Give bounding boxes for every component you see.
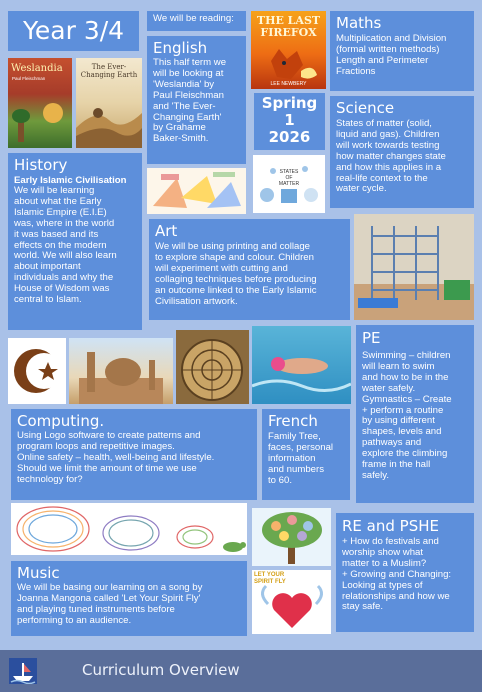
- states-of-matter-image: [253, 155, 325, 213]
- history-line: effects on the modern: [14, 239, 107, 251]
- english-line: Baker-Smith.: [153, 133, 209, 145]
- art-line: an outcome linked to the Early Islamic: [155, 284, 317, 296]
- history-line: about important: [14, 261, 81, 273]
- english-line: This half term we: [153, 57, 227, 68]
- term-year: 2026: [268, 128, 311, 146]
- art-line: We will be using printing and collage: [155, 241, 311, 252]
- pe-box: [356, 325, 474, 503]
- english-line: and 'The Ever-: [153, 100, 216, 112]
- re-pshe-line: Looking at types of: [342, 579, 423, 591]
- computing-line: Should we limit the amount of time we use: [17, 462, 197, 474]
- music-line: performing to an audience.: [17, 614, 132, 626]
- art-line: Civilisation artwork.: [155, 295, 238, 307]
- family-tree-image: [252, 508, 331, 566]
- crescent-image: [8, 338, 66, 404]
- science-line: will work towards testing: [336, 139, 440, 151]
- crescent-star-icon: [8, 338, 66, 404]
- re-pshe-heading: RE and PSHE: [342, 517, 439, 535]
- maths-line: (formal written methods): [336, 43, 440, 55]
- english-box: [147, 36, 246, 164]
- history-line: Islamic Empire (E.I.E): [14, 206, 107, 218]
- french-line: Family Tree,: [268, 431, 321, 442]
- science-line: real-life context to the: [336, 172, 428, 184]
- weslandia-author: Paul Fleischman: [12, 76, 46, 81]
- pe-line: shapes, levels and: [362, 426, 442, 438]
- history-line: world. We will also learn: [14, 250, 117, 262]
- re-pshe-line: matter to a Muslim?: [342, 557, 427, 569]
- french-line: faces, personal: [268, 441, 334, 453]
- swimmer-image: [252, 326, 351, 404]
- school-logo-art: [9, 658, 37, 684]
- footer-title: Curriculum Overview: [82, 661, 240, 679]
- pe-line: pathways and: [362, 437, 422, 449]
- music-heading: Music: [17, 564, 60, 582]
- computing-line: Using Logo software to create patterns and: [17, 430, 201, 441]
- history-line: it was based and its: [14, 228, 99, 240]
- science-line: water cycle.: [336, 183, 387, 195]
- computing-line: program loops and repetitive images.: [17, 440, 175, 452]
- music-line: Joanna Mangona called 'Let Your Spirit Fly': [17, 592, 201, 604]
- mosque-image: [69, 338, 173, 404]
- science-line: States of matter (solid,: [336, 118, 432, 129]
- science-box: [330, 96, 474, 208]
- term-box: [254, 93, 325, 150]
- english-line: Paul Fleischman: [153, 89, 224, 101]
- music-line: and playing tuned instruments before: [17, 603, 175, 615]
- maths-line: Multiplication and Division: [336, 33, 447, 44]
- computing-box: [11, 409, 257, 500]
- pe-line: + perform a routine: [362, 404, 444, 416]
- english-heading: English: [153, 39, 208, 57]
- history-heading: History: [14, 156, 68, 174]
- term-season: Spring: [261, 94, 318, 112]
- science-heading: Science: [336, 99, 395, 117]
- pe-line: safely.: [362, 469, 390, 481]
- english-line: will be looking at: [153, 67, 224, 79]
- french-heading: French: [268, 412, 318, 430]
- history-box: [8, 153, 142, 330]
- history-line: House of Wisdom was: [14, 283, 110, 295]
- history-line: was, where in the world: [14, 217, 115, 229]
- re-pshe-line: stay safe.: [342, 601, 384, 613]
- term-number: 1: [284, 111, 295, 129]
- climbing-frame-art: [354, 214, 474, 320]
- science-line: how matter changes state: [336, 150, 446, 162]
- astrolabe-art: [176, 330, 249, 404]
- climbing-frame-image: [354, 214, 474, 320]
- computing-line: technology for?: [17, 473, 83, 485]
- logo-patterns-art: [11, 503, 247, 555]
- school-logo-icon: [9, 658, 37, 684]
- science-line: liquid and gas). Children: [336, 128, 440, 140]
- pe-line: frame in the hall: [362, 459, 431, 471]
- re-pshe-line: worship show what: [342, 546, 424, 558]
- computing-heading: Computing.: [17, 412, 105, 430]
- maths-heading: Maths: [336, 14, 382, 32]
- art-line: will experiment with cutting and: [155, 262, 288, 274]
- french-line: and numbers: [268, 463, 324, 475]
- history-line: about what the Early: [14, 195, 102, 207]
- science-line: and how this applies in a: [336, 161, 442, 173]
- pe-line: Swimming – children: [362, 350, 451, 361]
- family-tree-art: [252, 508, 331, 566]
- music-box: [11, 561, 247, 636]
- history-line: We will be learning: [14, 185, 95, 196]
- maths-line: Fractions: [336, 65, 376, 77]
- swimmer-art: [252, 326, 351, 404]
- art-heading: Art: [155, 222, 178, 240]
- history-line: individuals and why the: [14, 272, 114, 284]
- re-pshe-line: + How do festivals and: [342, 536, 439, 547]
- re-pshe-line: relationships and how we: [342, 590, 450, 602]
- pe-line: by using different: [362, 415, 435, 427]
- french-line: to 60.: [268, 474, 293, 486]
- maths-line: Length and Perimeter: [336, 54, 429, 66]
- pe-line: water safely.: [362, 382, 416, 394]
- english-line: 'Weslandia' by: [153, 78, 215, 90]
- firefox-title: THE LAST FIREFOX: [256, 14, 321, 39]
- states-of-matter-label: STATES OF MATTER: [278, 169, 300, 187]
- music-line: We will be basing our learning on a song by: [17, 582, 203, 593]
- art-box: [149, 219, 350, 320]
- english-line: by Grahame: [153, 122, 206, 134]
- reading-label-box: [147, 11, 246, 31]
- history-line: central to Islam.: [14, 294, 82, 306]
- pe-line: and how to be in the: [362, 371, 449, 383]
- re-pshe-line: + Growing and Changing:: [342, 568, 452, 580]
- mosque-art: [69, 338, 173, 404]
- year-title-box: [8, 11, 139, 51]
- weslandia-title: Weslandia: [11, 63, 63, 74]
- earth-title: The Ever-Changing Earth: [80, 63, 138, 79]
- spirit-fly-image: [252, 570, 331, 634]
- art-line: collaging techniques before producing: [155, 273, 317, 285]
- english-line: Changing Earth': [153, 111, 222, 123]
- computing-line: Online safety – health, well-being and lifestyle.: [17, 451, 215, 463]
- french-line: information: [268, 452, 316, 464]
- logo-patterns-image: [11, 503, 247, 555]
- re-pshe-box: [336, 513, 474, 632]
- pe-line: will learn to swim: [362, 360, 435, 372]
- history-subheading: Early Islamic Civilisation: [14, 175, 127, 186]
- art-collage-art: [147, 168, 246, 214]
- french-box: [262, 409, 350, 500]
- astrolabe-image: [176, 330, 249, 404]
- footer-bar: [0, 650, 482, 692]
- art-line: to explore shape and colour. Children: [155, 251, 314, 263]
- pe-heading: PE: [362, 329, 381, 347]
- art-collage-image: [147, 168, 246, 214]
- pe-line: Gymnastics – Create: [362, 393, 452, 405]
- earth-book-cover: [76, 58, 142, 148]
- year-title: Year 3/4: [22, 16, 125, 45]
- firefox-author: LEE NEWBERY: [270, 81, 307, 87]
- spirit-fly-label: LET YOUR SPIRIT FLY: [254, 572, 286, 585]
- maths-box: [330, 11, 474, 91]
- weslandia-book-cover: [8, 58, 72, 148]
- pe-line: explore the climbing: [362, 448, 448, 460]
- firefox-book-cover: [251, 11, 326, 89]
- reading-label: We will be reading:: [153, 13, 234, 24]
